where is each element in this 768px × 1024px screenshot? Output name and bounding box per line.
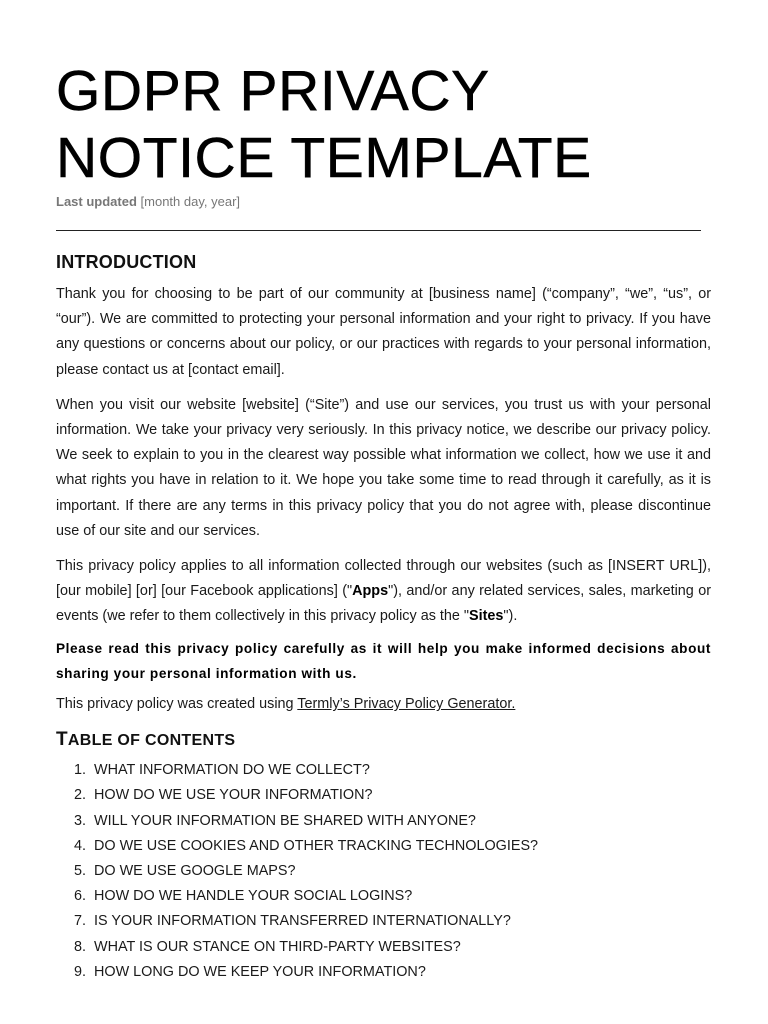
toc-item-label[interactable]: IS YOUR INFORMATION TRANSFERRED INTERNATIONALLY? (94, 913, 511, 930)
apps-term: Apps (352, 583, 389, 600)
introduction-heading: INTRODUCTION (56, 252, 197, 272)
toc-item-number: 5. (73, 863, 86, 880)
toc-item-number: 8. (73, 938, 86, 955)
toc-item-label[interactable]: DO WE USE COOKIES AND OTHER TRACKING TECHNOLOGIES? (94, 837, 539, 854)
toc-heading-rest: ABLE OF CONTENTS (67, 732, 236, 750)
sites-term: Sites (469, 608, 504, 625)
toc-item (56, 859, 711, 884)
title-line-2: NOTICE TEMPLATE (56, 126, 592, 190)
toc-item (56, 960, 711, 985)
toc-item-number: 1. (73, 762, 86, 779)
title-line-1: GDPR PRIVACY (56, 59, 490, 123)
toc-item (56, 909, 711, 934)
toc-item (56, 935, 711, 960)
intro-paragraph-3 (56, 554, 711, 630)
p3-text-c: "). (503, 608, 518, 625)
toc-item (56, 884, 711, 909)
read-carefully-notice: Please read this privacy policy carefully as it will help you make informed decisions about sharing your personal information with us. (56, 640, 711, 681)
toc-item (56, 809, 711, 834)
toc-item (56, 834, 711, 859)
toc-list (56, 758, 711, 985)
toc-item (56, 758, 711, 783)
toc-item-number: 6. (73, 888, 86, 905)
toc-item-label[interactable]: DO WE USE GOOGLE MAPS? (94, 863, 296, 880)
toc-item-number: 3. (73, 812, 86, 829)
last-updated-value: [month day, year] (140, 194, 241, 209)
toc-item-number: 4. (73, 837, 86, 854)
created-text: This privacy policy was created using (56, 696, 298, 713)
last-updated-label: Last updated (56, 194, 137, 209)
intro-paragraph-2: When you visit our website [website] (“Site”) and use our services, you trust us with your personal information. We take your privacy very seriously. In this privacy notice, we describe our privacy policy. We seek to explain to you in the clearest way possible what information we collect, how we use it and what rights you have in relation to it. We hope you take some time to read through it carefully, as it is important. If there are any terms in this privacy policy that you do not agree with, please discontinue use of our site and our services. (56, 396, 711, 539)
created-using-line (56, 692, 711, 717)
toc-item-number: 9. (73, 963, 86, 980)
toc-heading (56, 729, 711, 751)
toc-item-label[interactable]: WILL YOUR INFORMATION BE SHARED WITH ANYONE? (94, 812, 476, 829)
toc-item-label[interactable]: HOW DO WE USE YOUR INFORMATION? (94, 787, 373, 804)
p3-text-b: "), and/or any related services, sales, marketing or events (we refer to them collectively in this privacy policy as the " (56, 583, 711, 625)
toc-heading-initial: T (56, 729, 68, 751)
p3-text-a: This privacy policy applies to all information collected through our websites (such as [INSERT URL]), [our mobile] [or] [our Facebook applications] (" (56, 558, 711, 600)
document-title (56, 58, 711, 192)
toc-item-number: 7. (73, 913, 86, 930)
last-updated (56, 194, 711, 210)
toc-item-number: 2. (73, 787, 86, 804)
toc-item-label[interactable]: WHAT IS OUR STANCE ON THIRD-PARTY WEBSITES? (94, 938, 461, 955)
title-divider (56, 230, 701, 231)
toc-item (56, 783, 711, 808)
termly-generator-link[interactable]: Termly’s Privacy Policy Generator. (297, 696, 516, 713)
toc-item-label[interactable]: HOW DO WE HANDLE YOUR SOCIAL LOGINS? (94, 888, 413, 905)
document-page (56, 58, 711, 985)
toc-item-label[interactable]: HOW LONG DO WE KEEP YOUR INFORMATION? (94, 963, 426, 980)
toc-item-label[interactable]: WHAT INFORMATION DO WE COLLECT? (94, 762, 370, 779)
intro-paragraph-1: Thank you for choosing to be part of our community at [business name] (“company”, “we”, “us”, or “our”). We are committed to protecting your personal information and your right to privacy. If you have any questions or concerns about our policy, or our practices with regards to your personal information, please contact us at [contact email]. (56, 286, 711, 378)
